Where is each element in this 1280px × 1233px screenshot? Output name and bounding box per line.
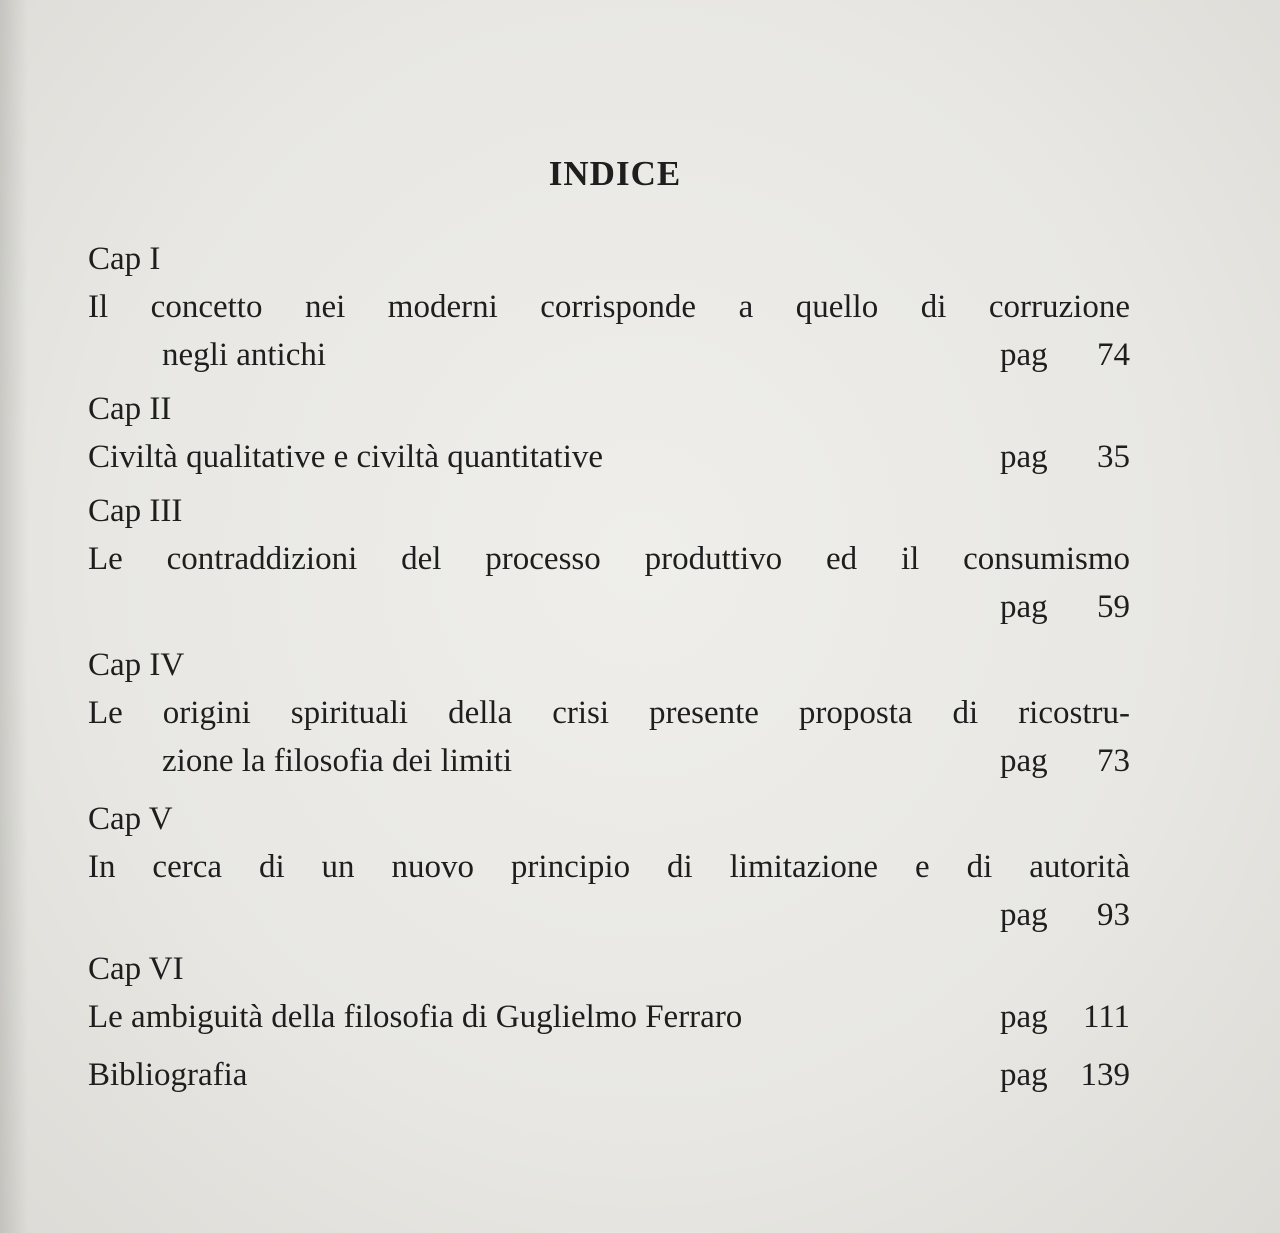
entry-title-line: negli antichi — [162, 337, 327, 373]
entry-last-line — [88, 433, 1130, 481]
page-number: 111 — [1082, 999, 1130, 1035]
entry-last-line — [88, 993, 1130, 1041]
toc-entry-4 — [88, 641, 1130, 785]
page-number: 74 — [1097, 337, 1130, 373]
toc-entry-5 — [88, 795, 1130, 939]
chapter-label: Cap I — [88, 241, 161, 277]
page-number: 35 — [1097, 439, 1130, 475]
page-reference — [1000, 1051, 1130, 1099]
pag-label: pag — [1000, 439, 1048, 475]
chapter-label: Cap IV — [88, 647, 185, 683]
toc-entry-6 — [88, 945, 1130, 1041]
entry-last-line — [88, 331, 1130, 379]
chapter-label: Cap VI — [88, 951, 184, 987]
page-reference — [1000, 737, 1130, 785]
page-title: INDICE — [548, 154, 682, 193]
entry-title-line: Le contraddizioni del processo produttivo ed il consumismo — [88, 541, 1130, 577]
toc-entry-1 — [88, 235, 1130, 379]
page-number: 59 — [1097, 589, 1130, 625]
entry-last-line — [88, 737, 1130, 785]
toc-entry-bibliography — [88, 1051, 1130, 1099]
page-number: 73 — [1097, 743, 1130, 779]
pag-label: pag — [1000, 897, 1048, 933]
page-number: 93 — [1097, 897, 1130, 933]
pag-label: pag — [1000, 999, 1048, 1035]
page-reference — [1000, 583, 1130, 631]
entry-last-line — [88, 583, 1130, 631]
pag-label: pag — [1000, 589, 1048, 625]
entry-title-line: zione la filosofia dei limiti — [162, 743, 513, 779]
page-reference — [1000, 891, 1130, 939]
entry-title-line: Il concetto nei moderni corrisponde a quello di corruzione — [88, 289, 1130, 325]
toc-entry-3 — [88, 487, 1130, 631]
entry-title-line: Bibliografia — [88, 1057, 248, 1093]
pag-label: pag — [1000, 337, 1048, 373]
chapter-label: Cap III — [88, 493, 183, 529]
page-reference — [1000, 331, 1130, 379]
entry-last-line — [88, 891, 1130, 939]
pag-label: pag — [1000, 1057, 1048, 1093]
entry-last-line — [88, 1051, 1130, 1099]
chapter-label: Cap II — [88, 391, 172, 427]
toc-entry-2 — [88, 385, 1130, 481]
table-of-contents — [88, 235, 1130, 1099]
page-number: 139 — [1080, 1057, 1130, 1093]
pag-label: pag — [1000, 743, 1048, 779]
entry-title-line: In cerca di un nuovo principio di limitazione e di autorità — [88, 849, 1130, 885]
entry-title-line: Civiltà qualitative e civiltà quantitative — [88, 439, 604, 475]
page-reference — [1000, 993, 1130, 1041]
entry-title-line: Le ambiguità della filosofia di Guglielmo Ferraro — [88, 999, 743, 1035]
chapter-label: Cap V — [88, 801, 173, 837]
page-reference — [1000, 433, 1130, 481]
entry-title-line: Le origini spirituali della crisi presente proposta di ricostru- — [88, 695, 1130, 731]
